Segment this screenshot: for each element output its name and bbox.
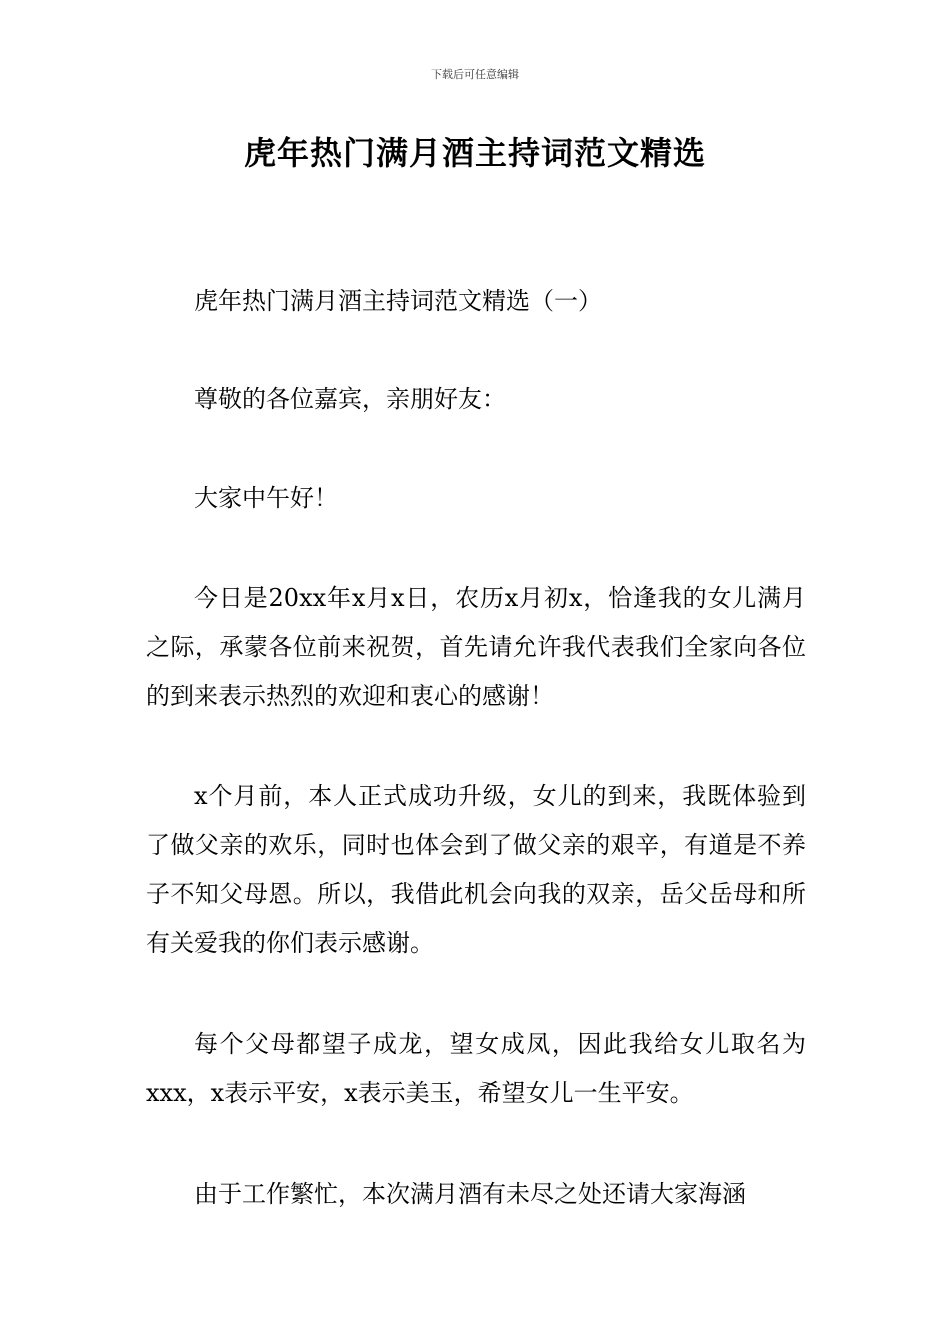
paragraph-hello	[146, 474, 806, 523]
document-title: 虎年热门满月酒主持词范文精选	[243, 134, 706, 172]
paragraph-subtitle	[146, 277, 806, 326]
paragraph-text: 由于工作繁忙，本次满月酒有未尽之处还请大家海涵	[194, 1180, 746, 1208]
paragraph-text: x个月前，本人正式成功升级，女儿的到来，我既体验到了做父亲的欢乐，同时也体会到了做父亲的艰辛，有道是不养子不知父母恩。所以，我借此机会向我的双亲，岳父岳母和所有关爱我的你们表示感谢。	[146, 782, 806, 957]
paragraph-text: 每个父母都望子成龙，望女成凤，因此我给女儿取名为xxx，x表示平安，x表示美玉，希望女儿一生平安。	[146, 1030, 806, 1107]
paragraph-welcome	[146, 574, 806, 721]
paragraph-thanks	[146, 772, 806, 968]
paragraph-text: 虎年热门满月酒主持词范文精选（一）	[194, 287, 602, 315]
paragraph-text: 大家中午好！	[194, 484, 338, 512]
paragraph-text: 尊敬的各位嘉宾，亲朋好友：	[194, 385, 506, 413]
paragraph-apology	[146, 1170, 806, 1219]
paragraph-text: 今日是20xx年x月x日，农历x月初x，恰逢我的女儿满月之际，承蒙各位前来祝贺，首先请允许我代表我们全家向各位的到来表示热烈的欢迎和衷心的感谢！	[146, 584, 806, 710]
header-note: 下载后可任意编辑	[431, 68, 519, 81]
paragraph-greeting	[146, 375, 806, 424]
paragraph-naming	[146, 1020, 806, 1118]
